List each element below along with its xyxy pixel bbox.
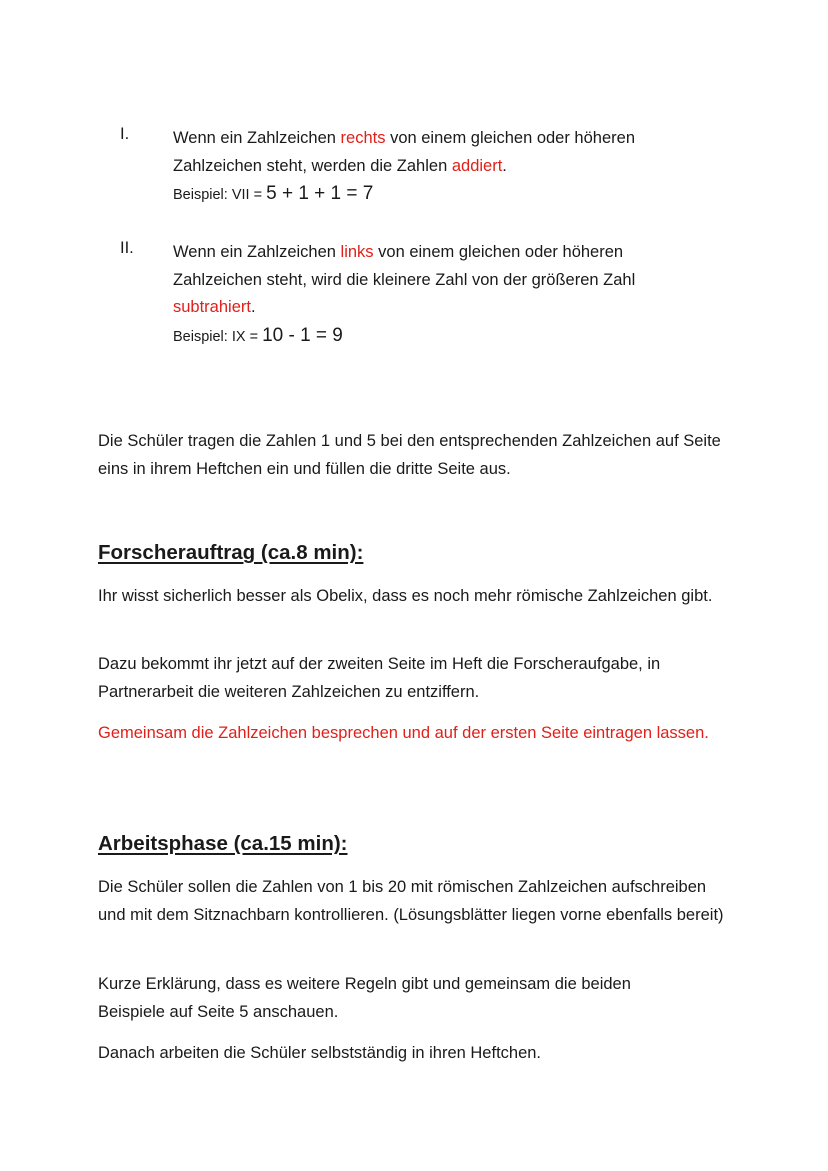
research-paragraph-2: Dazu bekommt ihr jetzt auf der zweiten Seite im Heft die Forscheraufgabe, in Partnerarbeit die weiteren Zahlzeichen zu entziffern. [98, 655, 661, 701]
keyword-subtrahiert: subtrahiert [173, 298, 251, 316]
keyword-links: links [340, 243, 374, 261]
keyword-addiert: addiert [451, 156, 503, 175]
heading-arbeitsphase: Arbeitsphase (ca.15 min): [98, 832, 348, 855]
rule-one-text [173, 125, 733, 210]
rule-two-text [173, 239, 733, 351]
research-paragraph-3: Gemeinsam die Zahlzeichen besprechen und auf der ersten Seite eintragen lassen. [98, 724, 709, 742]
keyword-rechts: rechts [340, 129, 386, 147]
rule-one-line-1: Wenn ein Zahlzeichen rechts von einem gleichen oder höheren [173, 129, 635, 147]
work-paragraph-1: Die Schüler sollen die Zahlen von 1 bis 20 mit römischen Zahlzeichen aufschreiben und mit dem Sitznachbarn kontrollieren. (Lösungsblätter liegen vorne ebenfalls bereit) [98, 878, 724, 924]
work-paragraph-3: Danach arbeiten die Schüler selbstständig in ihren Heftchen. [98, 1044, 542, 1062]
research-paragraph-1: Ihr wisst sicherlich besser als Obelix, dass es noch mehr römische Zahlzeichen gibt. [98, 587, 713, 605]
rule-one-line-2: Zahlzeichen steht, werden die Zahlen addiert. [173, 156, 507, 175]
rule-two-line-3: subtrahiert. [173, 298, 256, 316]
heading-forscherauftrag: Forscherauftrag (ca.8 min): [98, 541, 364, 564]
rule-two-number: II. [120, 239, 134, 257]
rule-one-example: Beispiel: VII = 5 + 1 + 1 = 7 [173, 183, 374, 204]
intro-paragraph: Die Schüler tragen die Zahlen 1 und 5 bei den entsprechenden Zahlzeichen auf Seite eins in ihrem Heftchen ein und füllen die dritte Seite aus. [98, 432, 721, 478]
rule-one-number: I. [120, 125, 130, 143]
rule-two-example: Beispiel: IX = 10 - 1 = 9 [173, 324, 343, 346]
rule-two-line-2: Zahlzeichen steht, wird die kleinere Zahl von der größeren Zahl [173, 270, 636, 289]
work-paragraph-2: Kurze Erklärung, dass es weitere Regeln gibt und gemeinsam die beiden Beispiele auf Seite 5 anschauen. [98, 975, 631, 1021]
rule-two-line-1: Wenn ein Zahlzeichen links von einem gleichen oder höheren [173, 243, 624, 261]
